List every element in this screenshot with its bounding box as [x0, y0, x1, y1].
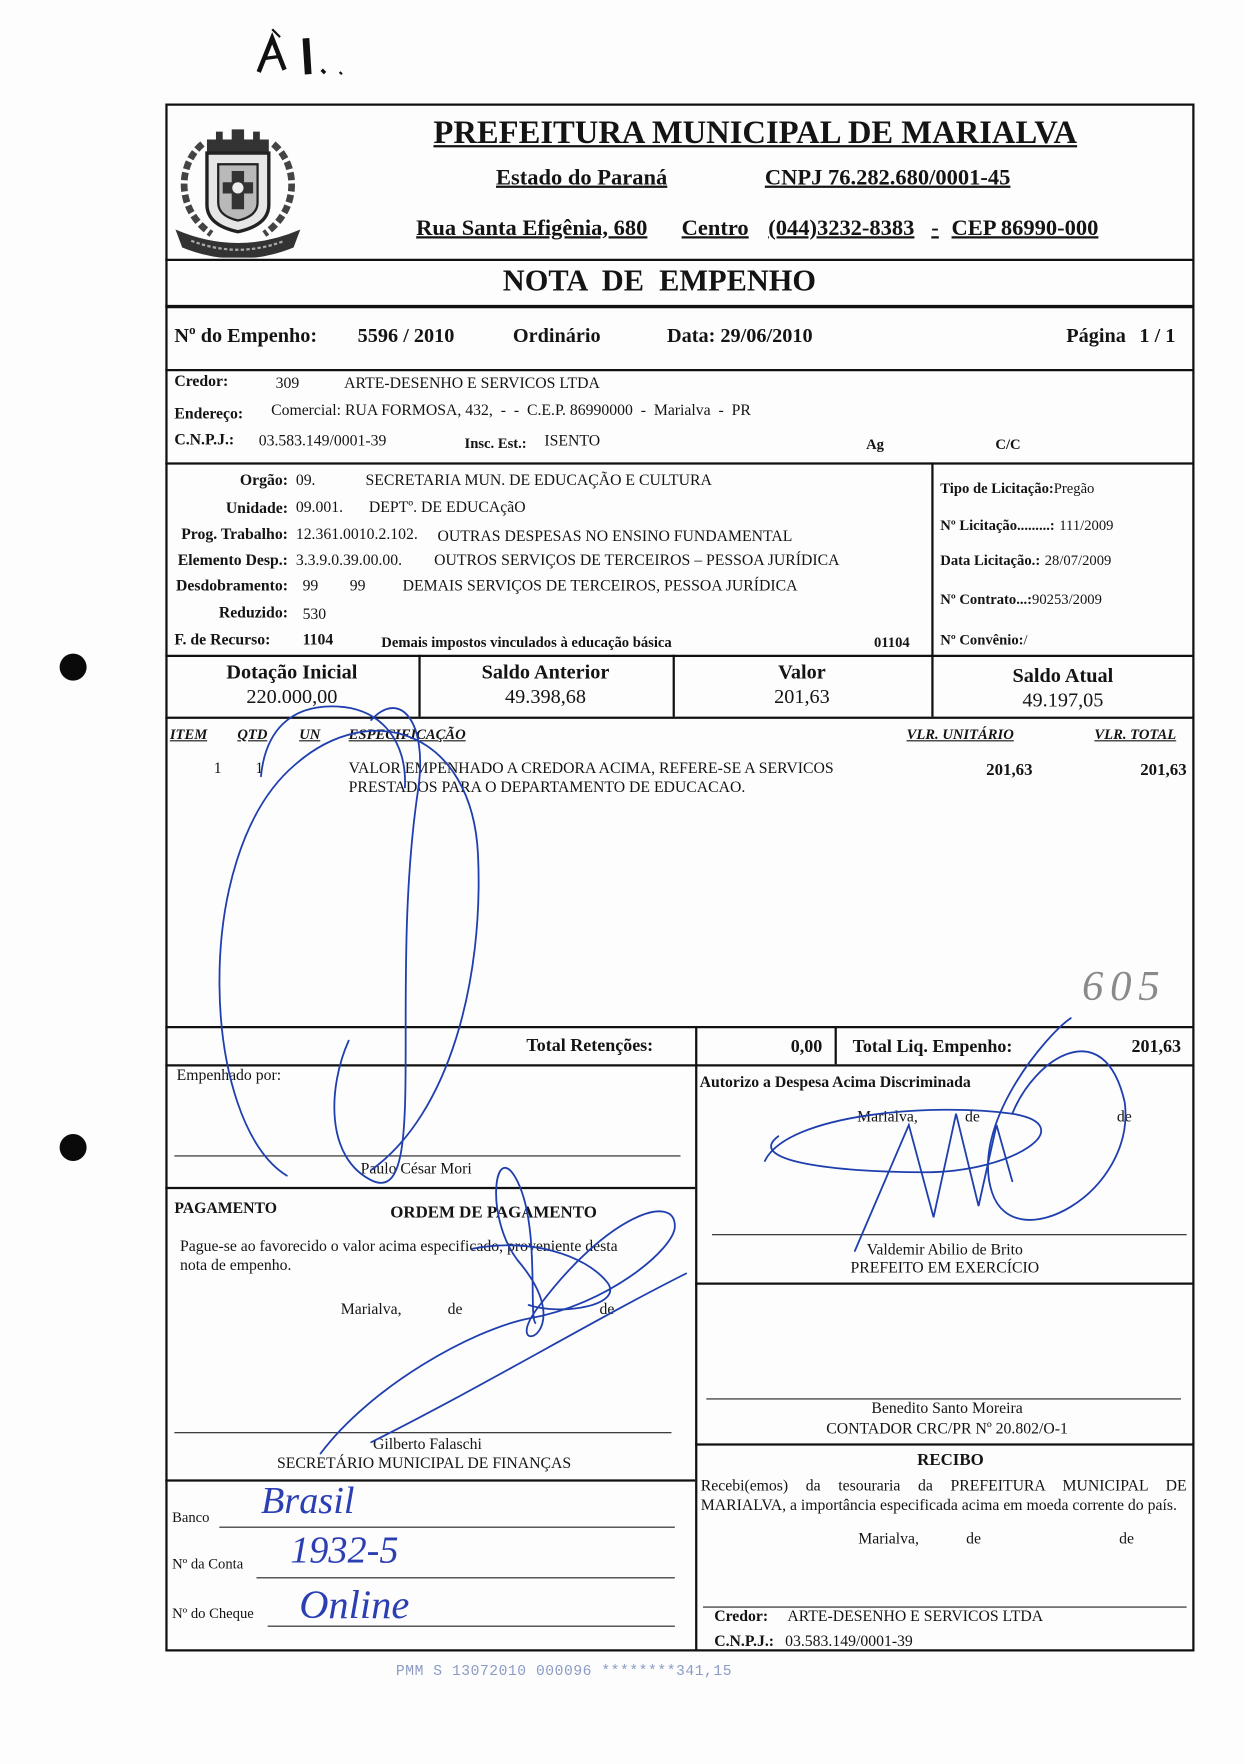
cnpj-label: C.N.P.J.: [174, 432, 235, 449]
recibo-de: de [966, 1531, 982, 1548]
ordem-text-line: nota de empenho. [179, 1257, 292, 1275]
autorizacao-signer: Valdemir Abilio de Brito [866, 1242, 1023, 1259]
credor-address: Comercial: RUA FORMOSA, 432, - - C.E.P. 86990000 - Marialva - PR [271, 402, 751, 420]
payment-stamp: PMM S 13072010 000096 ********341,15 [395, 1662, 733, 1680]
divider [695, 1283, 1194, 1285]
pagamento-label: PAGAMENTO [174, 1200, 277, 1218]
empenho-date: Data: 29/06/2010 [666, 324, 813, 347]
address-separator: - [931, 216, 939, 241]
item-total-value: 201,63 [1140, 761, 1187, 780]
prog-trabalho-desc: OUTRAS DESPESAS NO ENSINO FUNDAMENTAL [437, 528, 793, 546]
recibo-text: Recebi(emos) da tesouraria da PREFEITURA MUNICIPAL DE MARIALVA, a importância especificada acima em moeda corrente do país. [700, 1478, 1187, 1515]
saldo-atual-cell [931, 662, 1194, 710]
top-handwritten-mark [250, 25, 357, 79]
autorizacao-de: de [1116, 1109, 1132, 1127]
signature-line [174, 1432, 671, 1433]
signature-line [703, 1607, 1187, 1608]
items-header-un: UN [299, 725, 321, 743]
item-spec-line: PRESTADOS PARA O DEPARTAMENTO DE EDUCACAO. [348, 779, 746, 797]
check-number-label: Nº do Cheque [172, 1604, 254, 1622]
item-number: 1 [213, 760, 222, 778]
pagamento-signer-role: SECRETÁRIO MUNICIPAL DE FINANÇAS [276, 1455, 572, 1473]
pagamento-de: de [447, 1301, 463, 1319]
account-label: C/C [995, 435, 1021, 453]
item-qtd: 1 [255, 760, 264, 778]
agency-label: Ag [866, 435, 884, 453]
divider [165, 1026, 1194, 1028]
document-title: NOTA DE EMPENHO [502, 263, 817, 297]
unidade-desc: DEPTº. DE EDUCAçãO [368, 499, 526, 517]
unidade-label: Unidade: [225, 500, 288, 518]
divider [695, 1443, 1194, 1445]
account-handwritten: 1932-5 [290, 1530, 399, 1572]
item-unit-value: 201,63 [986, 761, 1033, 780]
page-number: 1 / 1 [1139, 324, 1176, 347]
divider [835, 1026, 837, 1064]
recibo-credor-name: ARTE-DESENHO E SERVICOS LTDA [787, 1608, 1044, 1626]
street-address: Rua Santa Efigênia, 680 [416, 216, 648, 241]
licitacao-data-value: 28/07/2009 [1044, 551, 1112, 569]
hole-punch [60, 654, 87, 681]
desdobramento-code-2: 99 [349, 578, 366, 596]
divider [165, 1187, 695, 1189]
divider [165, 1479, 695, 1481]
balance-label: Valor [778, 660, 826, 683]
contador-signer-role: CONTADOR CRC/PR Nº 20.802/O-1 [826, 1420, 1068, 1438]
balance-label: Saldo Atual [1012, 663, 1114, 687]
ie-label: Insc. Est.: [464, 434, 527, 452]
desdobramento-label: Desdobramento: [175, 578, 288, 596]
licitacao-tipo-value: Pregão [1053, 479, 1095, 497]
items-header-qtd: QTD [237, 725, 268, 743]
bank-line [219, 1527, 675, 1528]
items-header-total-value: VLR. TOTAL [1094, 725, 1177, 743]
divider [165, 259, 1194, 261]
empenhado-signer: Paulo César Mori [360, 1161, 472, 1178]
balance-value: 49.197,05 [1022, 688, 1104, 711]
recurso-code-2: 01104 [873, 633, 910, 651]
cep: CEP 86990-000 [951, 216, 1099, 241]
total-liquido-value: 201,63 [1131, 1037, 1182, 1057]
divider [165, 1064, 1194, 1066]
convenio-value: / [1023, 631, 1028, 648]
saldo-anterior-cell [418, 662, 672, 710]
autorizacao-signer-role: PREFEITO EM EXERCÍCIO [850, 1260, 1040, 1277]
licitacao-numero-value: 111/2009 [1059, 516, 1114, 534]
divider [695, 1026, 697, 1652]
credor-cnpj: 03.583.149/0001-39 [258, 433, 387, 450]
credor-name: ARTE-DESENHO E SERVICOS LTDA [344, 375, 600, 393]
empenhado-por-label: Empenhado por: [176, 1067, 282, 1085]
licitacao-tipo [940, 480, 1094, 495]
credor-code: 309 [275, 375, 300, 393]
autorizacao-de: de [965, 1109, 980, 1127]
balance-label: Dotação Inicial [226, 660, 358, 683]
recibo-credor-label: Credor: [714, 1608, 769, 1626]
recibo-city: Marialva, [858, 1531, 919, 1548]
municipality-title: PREFEITURA MUNICIPAL DE MARIALVA [433, 114, 1078, 151]
divider [165, 369, 1194, 371]
autorizacao-title: Autorizo a Despesa Acima Discriminada [699, 1074, 971, 1092]
empenho-type: Ordinário [512, 324, 601, 347]
desdobramento-code: 99 [302, 578, 319, 596]
divider [165, 305, 1194, 308]
signature-line [712, 1234, 1187, 1235]
licitacao-data-label: Data Licitação.: [940, 551, 1041, 569]
autorizacao-city: Marialva, [857, 1109, 918, 1127]
convenio-label: Nº Convênio: [940, 631, 1024, 648]
reduzido-code: 530 [302, 606, 327, 624]
page-label: Página [1066, 324, 1126, 347]
balance-label: Saldo Anterior [481, 660, 610, 683]
credor-ie: ISENTO [544, 433, 601, 450]
balance-value: 201,63 [774, 685, 830, 708]
licitacao-numero-label: Nº Licitação.........: [940, 516, 1055, 534]
orgao-code: 09. [295, 472, 316, 490]
licitacao-tipo-label: Tipo de Licitação: [940, 479, 1054, 497]
contador-signer: Benedito Santo Moreira [871, 1400, 1023, 1418]
contrato-value: 90253/2009 [1032, 590, 1102, 608]
divider [165, 655, 1194, 657]
elemento-code: 3.3.9.0.39.00.00. [295, 552, 403, 570]
coat-of-arms-icon [166, 106, 309, 258]
elemento-label: Elemento Desp.: [177, 552, 288, 570]
contrato-label: Nº Contrato...: [940, 590, 1033, 608]
items-header-item: ITEM [169, 725, 208, 743]
recurso-label: F. de Recurso: [174, 632, 271, 650]
hole-punch [60, 1134, 87, 1161]
account-number-label: Nº da Conta [172, 1554, 244, 1572]
signature-line [706, 1398, 1181, 1399]
signature-line [174, 1155, 680, 1156]
state-name: Estado do Paraná [496, 165, 668, 191]
licitacao-numero [940, 518, 1113, 533]
valor-cell [673, 662, 932, 710]
handwritten-annotation: 605 [1082, 963, 1167, 1011]
prog-trabalho-label: Prog. Trabalho: [181, 526, 288, 544]
unidade-code: 09.001. [295, 499, 344, 517]
empenho-number-label: Nº do Empenho: [174, 324, 318, 347]
balance-value: 220.000,00 [246, 685, 338, 708]
orgao-desc: SECRETARIA MUN. DE EDUCAÇÃO E CULTURA [365, 472, 712, 490]
dotacao-inicial-cell [165, 662, 418, 710]
licitacao-data [940, 552, 1111, 567]
ordem-pagamento-title: ORDEM DE PAGAMENTO [390, 1203, 597, 1222]
bank-label: Banco [172, 1508, 210, 1526]
pagamento-signer: Gilberto Falaschi [372, 1436, 482, 1454]
recibo-title: RECIBO [917, 1451, 984, 1470]
address-label: Endereço: [174, 406, 244, 423]
district: Centro [681, 216, 749, 241]
empenho-number: 5596 / 2010 [357, 324, 455, 347]
recibo-de: de [1119, 1531, 1135, 1548]
divider [165, 462, 1194, 464]
pagamento-city: Marialva, [340, 1301, 402, 1319]
items-header-spec: ESPECIFICAÇÃO [348, 725, 466, 743]
recurso-code: 1104 [302, 632, 334, 650]
recibo-cnpj-label: C.N.P.J.: [714, 1633, 775, 1651]
total-liquido-label: Total Liq. Empenho: [852, 1037, 1013, 1057]
prog-trabalho-code: 12.361.0010.2.102. [295, 526, 418, 544]
licitacao-convenio [940, 632, 1027, 647]
desdobramento-desc: DEMAIS SERVIÇOS DE TERCEIROS, PESSOA JURÍDICA [402, 578, 798, 596]
pagamento-de: de [599, 1301, 615, 1319]
divider [165, 717, 1194, 719]
item-spec-line: VALOR EMPENHADO A CREDORA ACIMA, REFERE-SE A SERVICOS [348, 760, 834, 778]
phone: (044)3232-8383 [768, 216, 915, 241]
licitacao-contrato [940, 592, 1102, 607]
account-line [256, 1577, 674, 1578]
recibo-cnpj: 03.583.149/0001-39 [785, 1633, 913, 1651]
orgao-label: Orgão: [239, 472, 288, 490]
bank-handwritten: Brasil [260, 1480, 355, 1523]
reduzido-label: Reduzido: [218, 605, 288, 623]
ordem-text-line: Pague-se ao favorecido o valor acima especificado, proveniente desta [179, 1238, 618, 1256]
check-handwritten: Online [299, 1581, 410, 1627]
recurso-desc: Demais impostos vinculados à educação básica [381, 633, 672, 651]
balances-row [165, 662, 1194, 710]
credor-label: Credor: [174, 373, 229, 391]
items-header-unit-value: VLR. UNITÁRIO [906, 725, 1014, 743]
balance-value: 49.398,68 [505, 685, 587, 708]
municipality-cnpj: CNPJ 76.282.680/0001-45 [764, 165, 1011, 191]
total-retencoes-label: Total Retenções: [526, 1036, 654, 1056]
elemento-desc: OUTROS SERVIÇOS DE TERCEIROS – PESSOA JURÍDICA [434, 552, 840, 570]
total-retencoes-value: 0,00 [790, 1037, 823, 1057]
